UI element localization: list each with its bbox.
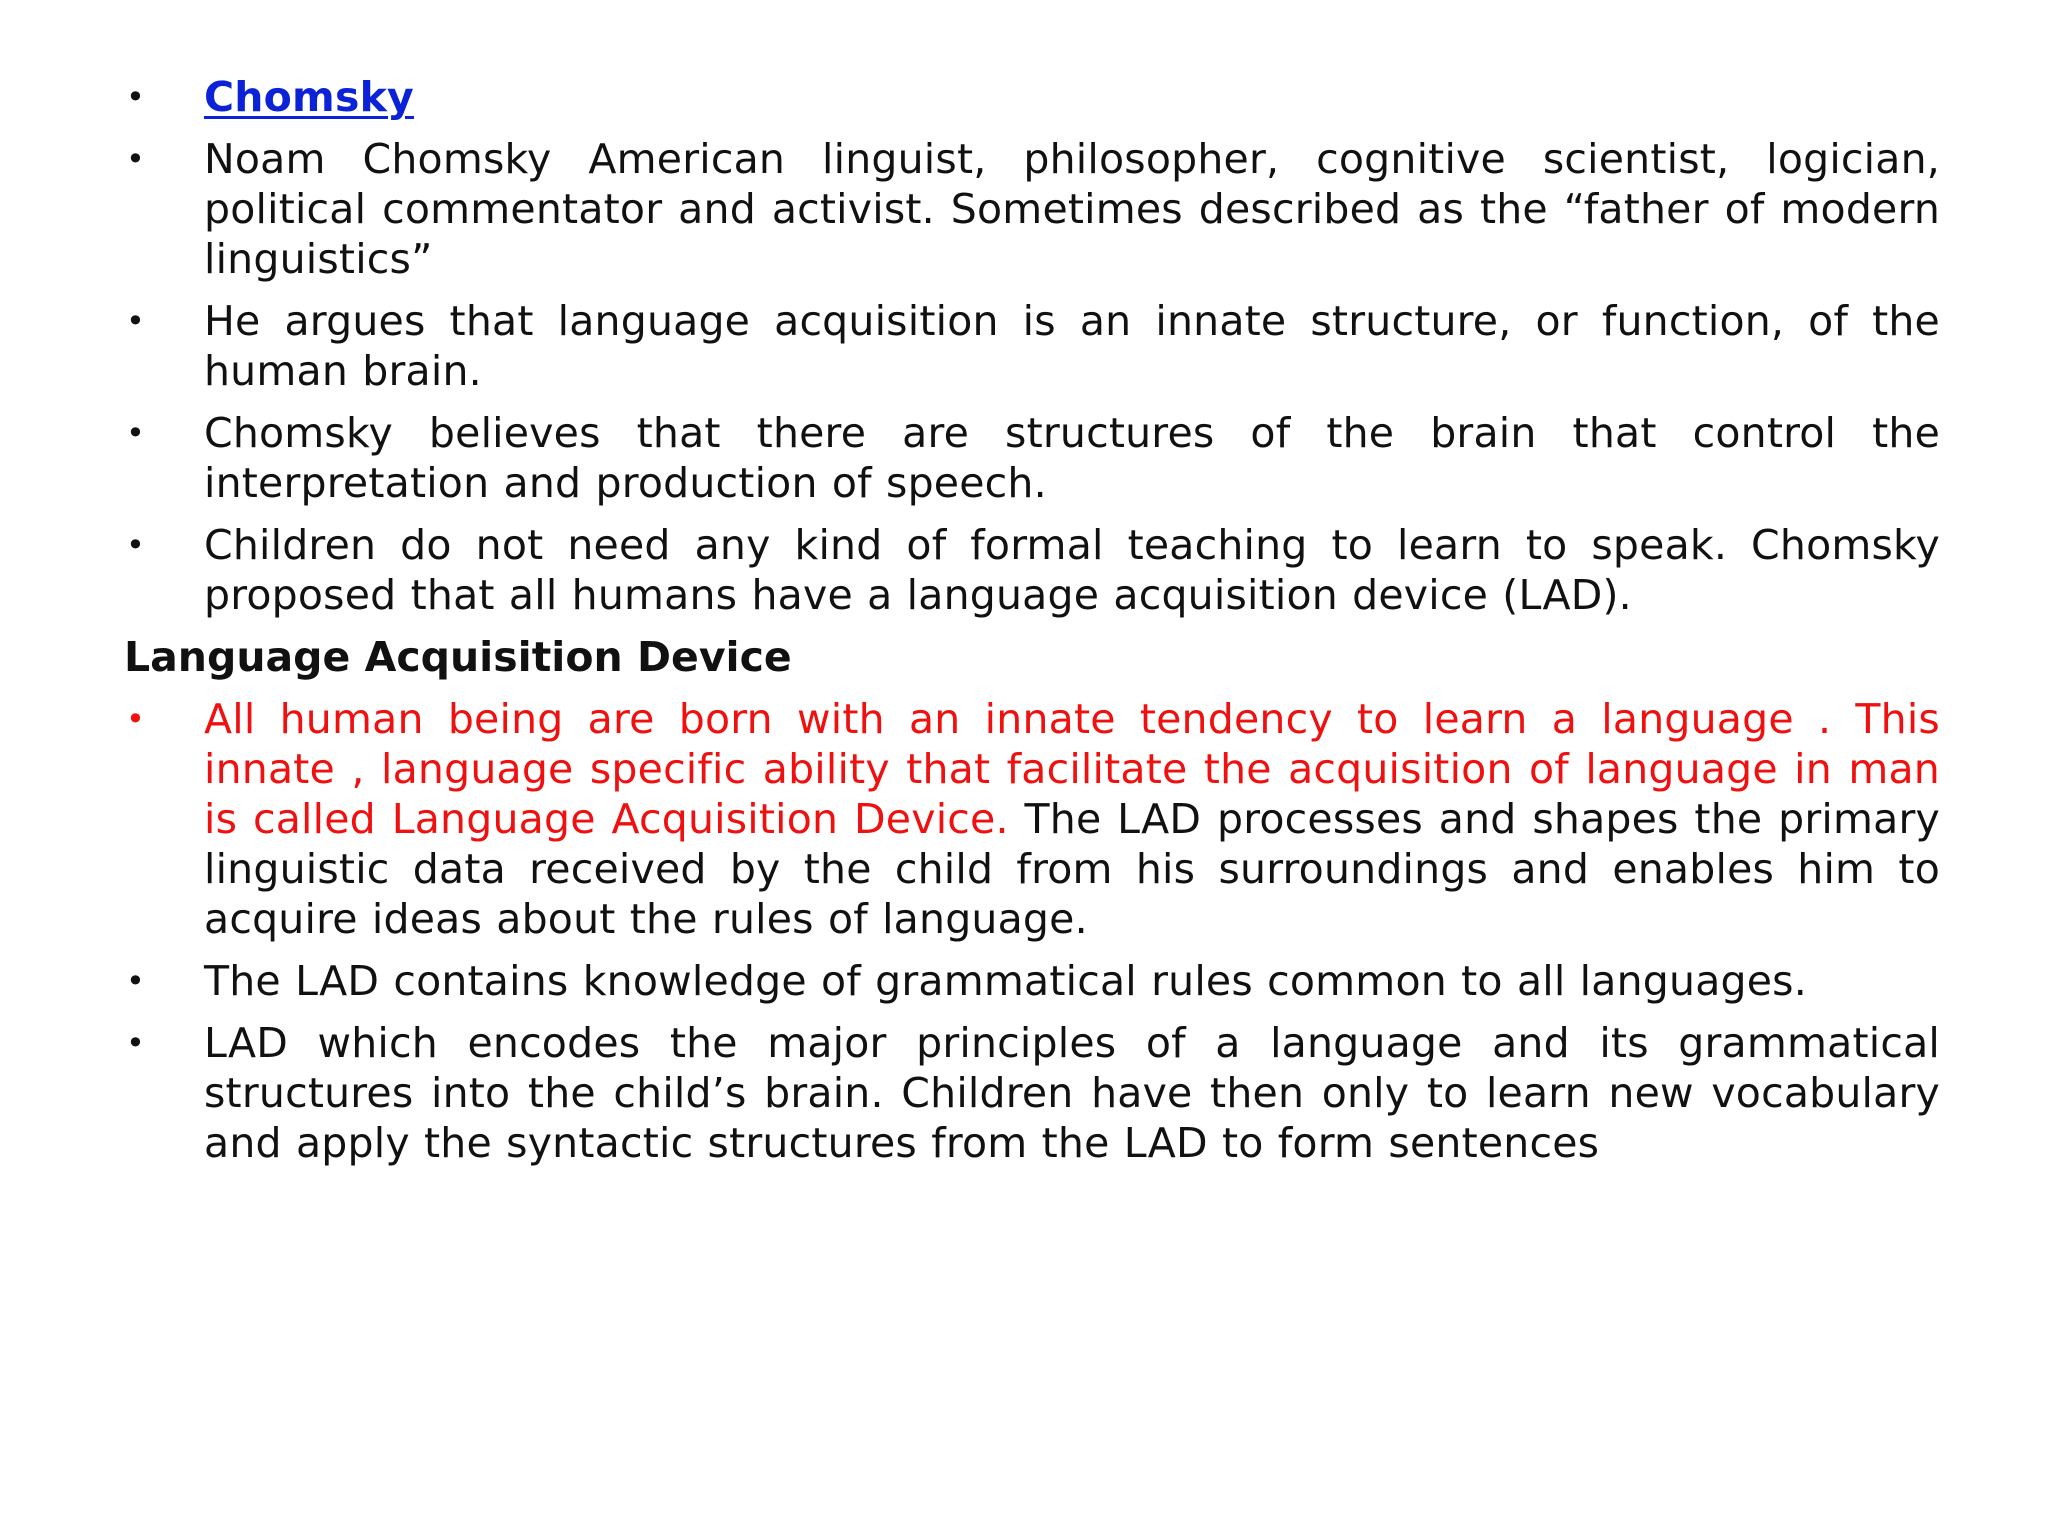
bullet-text-children: Children do not need any kind of formal teaching to learn to speak. Chomsky proposed that all humans have a language acquisition device (LAD). xyxy=(204,521,1940,619)
chomsky-link[interactable]: Chomsky xyxy=(204,73,414,121)
bullet-item-structures xyxy=(124,408,1940,508)
body-text: The LAD processes and shapes the primary linguistic data received by the child from his surroundings and enables him to acquire ideas about the rules of language. xyxy=(204,795,1940,943)
bullet-text-structures: Chomsky believes that there are structures of the brain that control the interpretation and production of speech. xyxy=(204,409,1940,507)
bullet-text-innate: He argues that language acquisition is an innate structure, or function, of the human brain. xyxy=(204,297,1940,395)
bullet-item-lad-encodes xyxy=(124,1018,1940,1168)
bullet-text-lad-definition xyxy=(204,694,1940,944)
bullet-item-children xyxy=(124,520,1940,620)
bullet-glyph: • xyxy=(126,526,145,564)
bullet-item-lad-definition xyxy=(124,694,1940,944)
bullet-list-bottom xyxy=(124,694,1940,1168)
slide-content xyxy=(124,72,1940,1180)
bullet-glyph: • xyxy=(126,962,145,1000)
bullet-glyph-red: • xyxy=(126,700,145,738)
bullet-text-intro: Noam Chomsky American linguist, philosopher, cognitive scientist, logician, political commentator and activist. Sometimes described as the “father of modern linguistics” xyxy=(204,135,1940,283)
emphasis-text: All human being are born with an innate tendency to learn a language . This innate , language specific ability that facilitate the acquisition of language in man is called Language Acquisition Device. xyxy=(204,695,1940,843)
section-heading: Language Acquisition Device xyxy=(124,633,792,681)
bullet-item-intro xyxy=(124,134,1940,284)
bullet-glyph: • xyxy=(126,1024,145,1062)
bullet-item-innate xyxy=(124,296,1940,396)
bullet-glyph: • xyxy=(126,302,145,340)
bullet-item-chomsky xyxy=(124,72,1940,122)
bullet-text-lad-knowledge: The LAD contains knowledge of grammatical rules common to all languages. xyxy=(204,957,1807,1005)
bullet-glyph: • xyxy=(126,78,145,116)
bullet-glyph: • xyxy=(126,414,145,452)
bullet-text-lad-encodes: LAD which encodes the major principles of a language and its grammatical structures into the child’s brain. Children have then only to learn new vocabulary and apply the syntactic structures from the LAD to form sentences xyxy=(204,1019,1940,1167)
bullet-glyph: • xyxy=(126,140,145,178)
bullet-list-top xyxy=(124,72,1940,620)
bullet-text xyxy=(204,72,1940,122)
bullet-item-lad-knowledge xyxy=(124,956,1940,1006)
